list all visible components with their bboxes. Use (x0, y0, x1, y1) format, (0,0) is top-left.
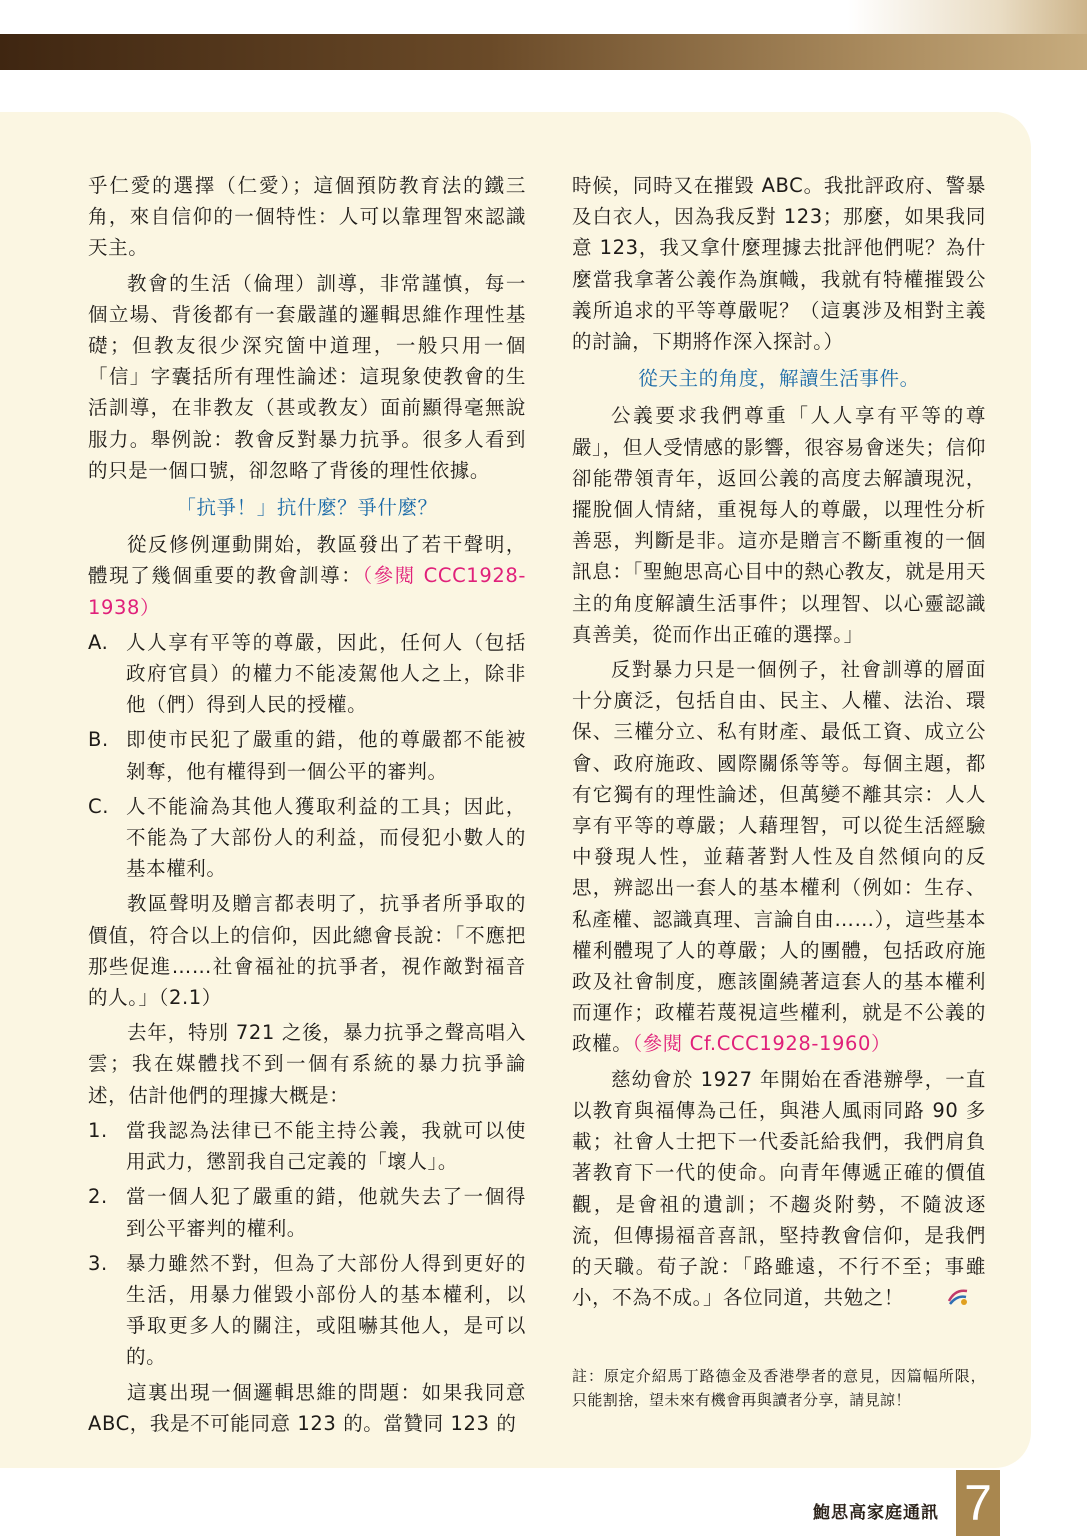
paragraph: 教會的生活（倫理）訓導，非常謹慎，每一個立場、背後都有一套嚴謹的邏輯思維作理性基礎；但教友很少深究箇中道理，一般只用一個「信」字囊括所有理性論述：這現象使教會的生活訓導，在非教友（甚或教友）面前顯得毫無說服力。舉例說：教會反對暴力抗爭。很多人看到的只是一個口號，卻忽略了背後的理性依據。 (88, 271, 526, 482)
list-marker: 3. (88, 1251, 108, 1275)
header-gradient-bar (0, 34, 1087, 70)
paragraph-text: 反對暴力只是一個例子，社會訓導的層面十分廣泛，包括自由、民主、人權、法治、環保、三權分立、私有財產、最低工資、成立公會、政府施政、國際關係等等。每個主題，都有它獨有的理性論述，但萬變不離其宗：人人享有平等的尊嚴；人藉理智，可以從生活經驗中發現人性，並藉著對人性及自然傾向的反思，辨認出一套人的基本權利（例如：生存、私產權、認識真理、言論自由……），這些基本權利體現了人的尊嚴；人的團體，包括政府施政及社會制度，應該圍繞著這套人的基本權利而運作；政權若蔑視這些權利，就是不公義的政權。 (572, 658, 986, 1056)
paragraph: 去年，特別 721 之後，暴力抗爭之聲高唱入雲；我在媒體找不到一個有系統的暴力抗爭論述，估計他們的理據大概是： (88, 1021, 526, 1107)
paragraph: 教區聲明及贈言都表明了，抗爭者所爭取的價值，符合以上的信仰，因此總會長說：「不應把那些促進……社會福祉的抗爭者，視作敵對福音的人。」（2.1） (88, 892, 526, 1010)
header-cap (0, 0, 1087, 34)
page-number: 7 (956, 1470, 1000, 1536)
list-item (88, 627, 526, 721)
list-marker: B. (88, 728, 109, 752)
list-item (88, 1181, 526, 1243)
paragraph: 公義要求我們尊重「人人享有平等的尊嚴」，但人受情感的影響，很容易會迷失；信仰卻能帶領青年，返回公義的高度去解讀現況，擺脫個人情緒，重視每人的尊嚴，以理性分析善惡，判斷是非。這亦是贈言不斷重複的一個訊息：「聖鮑思高心目中的熱心教友，就是用天主的角度解讀生活事件；以理智、以心靈認識真善美，從而作出正確的選擇。」 (572, 404, 986, 646)
list-item-text: 人人享有平等的尊嚴，因此，任何人（包括政府官員）的權力不能凌駕他人之上，除非他（們）得到人民的授權。 (126, 630, 526, 717)
paragraph (88, 529, 526, 623)
reference-text: （參閱 CCC1928-1938） (88, 564, 526, 619)
list-item (88, 1115, 526, 1177)
reference-text: （參閱 Cf.CCC1928-1960） (632, 1032, 892, 1056)
paragraph (572, 1064, 986, 1314)
list-item-text: 暴力雖然不對，但為了大部份人得到更好的生活，用暴力催毀小部份人的基本權利，以爭取更多人的關注，或阻嚇其他人，是可以的。 (126, 1251, 526, 1369)
list-item (88, 1248, 526, 1373)
list-marker: 1. (88, 1118, 108, 1142)
paragraph (572, 654, 986, 1060)
list-marker: A. (88, 630, 109, 654)
list-item (88, 791, 526, 885)
paragraph-text: 慈幼會於 1927 年開始在香港辦學，一直以教育與福傳為己任，與港人風雨同路 90 多載；社會人士把下一代委託給我們，我們肩負著教育下一代的使命。向青年傳遞正確的價值觀，是會祖的遺訓；不趨炎附勢，不隨波逐流，但傳揚福音喜訊，堅持教會信仰，是我們的天職。荀子說：「路雖遠，不行不至；事雖小，不為不成。」各位同道，共勉之！ (572, 1067, 986, 1310)
right-column (572, 170, 986, 1317)
list-marker: 2. (88, 1185, 108, 1209)
list-item-text: 即使市民犯了嚴重的錯，他的尊嚴都不能被剝奪，他有權得到一個公平的審判。 (126, 728, 526, 783)
section-heading: 「抗爭！」抗什麼？爭什麼？ (176, 496, 438, 520)
header-band (0, 0, 1087, 70)
paragraph: 乎仁愛的選擇（仁愛）；這個預防教育法的鐵三角，來自信仰的一個特性：人可以靠理智來認識天主。 (88, 174, 526, 260)
list-marker: C. (88, 794, 110, 818)
section-heading: 從天主的角度，解讀生活事件。 (638, 367, 920, 391)
list-item (88, 724, 526, 786)
list-item-text: 當一個人犯了嚴重的錯，他就失去了一個得到公平審判的權利。 (126, 1185, 526, 1240)
salesian-logo-icon (908, 1285, 930, 1305)
paragraph: 時候，同時又在摧毀 ABC。我批評政府、警暴及白衣人，因為我反對 123；那麼，如果我同意 123，我又拿什麼理據去批評他們呢？為什麼當我拿著公義作為旗幟，我就有特權摧毀公義所追求的平等尊嚴呢？（這裏涉及相對主義的討論，下期將作深入探討。） (572, 174, 986, 354)
paragraph-text: 從反修例運動開始，教區發出了若干聲明，體現了幾個重要的教會訓導： (88, 533, 526, 588)
publication-title: 鮑思高家庭通訊 (813, 1503, 939, 1523)
left-column (88, 170, 526, 1443)
list-item-text: 當我認為法律已不能主持公義，我就可以使用武力，懲罰我自己定義的「壞人」。 (126, 1118, 526, 1174)
list-item-text: 人不能淪為其他人獲取利益的工具；因此，不能為了大部份人的利益，而侵犯小數人的基本權利。 (126, 794, 526, 881)
footnote: 註：原定介紹馬丁路德金及香港學者的意見，因篇幅所限，只能割捨，望未來有機會再與讀者分享，請見諒！ (572, 1367, 986, 1409)
paragraph: 這裏出現一個邏輯思維的問題：如果我同意 ABC，我是不可能同意 123 的。當贊同 123 的 (88, 1380, 526, 1435)
